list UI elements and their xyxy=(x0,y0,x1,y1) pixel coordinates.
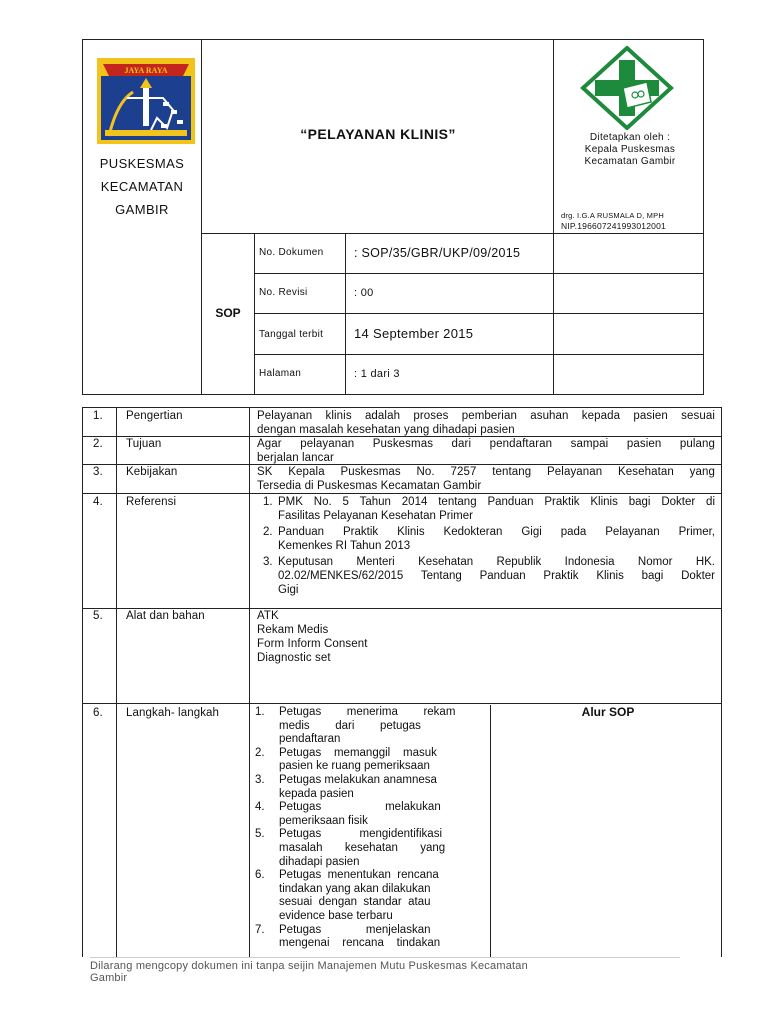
text-line: mengenai rencana tindakan xyxy=(279,937,441,950)
step-number: 1. xyxy=(255,706,265,718)
row-text-tujuan xyxy=(257,437,715,465)
step-item xyxy=(255,828,485,869)
row-label-langkah: Langkah- langkah xyxy=(126,707,220,719)
text-line: Petugas menerima rekam xyxy=(279,706,456,718)
signer-block xyxy=(561,210,707,232)
meta-key-issue-date: Tanggal terbit xyxy=(259,329,324,340)
text-line: Agar pelayanan Puskesmas dari pendaftaran sampai pasien pulang xyxy=(257,438,715,450)
approval-block xyxy=(555,132,705,168)
text-line: berjalan lancar xyxy=(257,452,334,464)
step-number: 2. xyxy=(255,746,265,759)
sop-header-table xyxy=(82,39,704,395)
step-item xyxy=(255,924,485,951)
text-line: Petugas menjelaskan xyxy=(279,923,431,936)
reference-number: 2. xyxy=(263,526,273,538)
sop-label: SOP xyxy=(215,306,241,320)
text-line: Petugas memanggil masuk xyxy=(279,746,437,759)
step-number: 3. xyxy=(255,773,265,786)
row-number: 1. xyxy=(93,410,103,422)
footer-line: Dilarang mengcopy dokumen ini tanpa seijin Manajemen Mutu Puskesmas Kecamatan xyxy=(90,960,528,972)
footer-line: Gambir xyxy=(90,972,128,984)
org-line: KECAMATAN xyxy=(100,179,184,194)
text-line: masalah kesehatan yang xyxy=(279,841,446,854)
signer-name: drg. I.G.A RUSMALA D, MPH xyxy=(561,211,664,220)
row-text-alat xyxy=(257,609,715,665)
reference-number: 1. xyxy=(263,496,273,508)
row-number: 2. xyxy=(93,438,103,450)
equipment-item: Rekam Medis xyxy=(257,624,329,636)
text-line: Petugas melakukan xyxy=(279,801,441,814)
reference-list xyxy=(263,495,715,597)
text-line: 02.02/MENKES/62/2015 Tentang Panduan Praktik Klinis bagi Dokter xyxy=(278,570,715,582)
footer-note xyxy=(90,960,680,984)
text-line: Gigi xyxy=(278,584,299,596)
text-line: Kemenkes RI Tahun 2013 xyxy=(278,540,411,552)
text-line: pemeriksaan fisik xyxy=(279,814,368,827)
reference-number: 3. xyxy=(263,556,273,568)
text-line: dihadapi pasien xyxy=(279,855,360,868)
step-item xyxy=(255,706,485,747)
step-item xyxy=(255,747,485,774)
step-number: 5. xyxy=(255,828,265,841)
row-label-pengertian: Pengertian xyxy=(126,410,183,422)
flowchart-title: Alur SOP xyxy=(581,705,635,719)
step-item xyxy=(255,869,485,923)
meta-value-issue-date: 14 September 2015 xyxy=(354,326,474,341)
text-line: evidence base terbaru xyxy=(279,909,393,922)
sop-body-table xyxy=(82,407,722,957)
footer-divider xyxy=(90,957,680,958)
text-line: medis dari petugas xyxy=(279,719,421,732)
puskesmas-cross-logo xyxy=(579,46,675,130)
reference-item xyxy=(263,495,715,523)
approval-line: Kecamatan Gambir xyxy=(584,156,676,167)
reference-item xyxy=(263,555,715,597)
signer-nip: NIP.196607241993012001 xyxy=(561,221,666,231)
text-line: pendaftaran xyxy=(279,733,341,746)
org-line: PUSKESMAS xyxy=(99,156,185,171)
text-line: Fasilitas Pelayanan Kesehatan Primer xyxy=(278,510,473,522)
equipment-item: ATK xyxy=(257,610,279,622)
step-item xyxy=(255,801,485,828)
meta-value-page: : 1 dari 3 xyxy=(354,368,400,380)
text-line: dengan masalah kesehatan yang dihadapi pasien xyxy=(257,424,515,436)
reference-item xyxy=(263,525,715,553)
org-line: GAMBIR xyxy=(115,202,169,217)
text-line: Petugas menentukan rencana xyxy=(279,869,439,882)
organization-name xyxy=(83,152,201,221)
row-text-kebijakan xyxy=(257,465,715,493)
meta-key-page: Halaman xyxy=(259,368,302,379)
row-text-pengertian xyxy=(257,409,715,437)
text-line: Pelayanan klinis adalah proses pemberian asuhan kepada pasien sesuai xyxy=(257,410,715,422)
text-line: Petugas melakukan anamnesa xyxy=(279,773,437,786)
meta-key-document-number: No. Dokumen xyxy=(259,247,324,258)
equipment-item: Diagnostic set xyxy=(257,652,331,664)
text-line: Petugas mengidentifikasi xyxy=(279,828,442,841)
row-label-alat: Alat dan bahan xyxy=(126,610,205,622)
text-line: Keputusan Menteri Kesehatan Republik Indonesia Nomor HK. xyxy=(278,556,715,568)
text-line: sesuai dengan standar atau xyxy=(279,896,431,909)
step-number: 4. xyxy=(255,801,265,814)
approval-line: Ditetapkan oleh : xyxy=(589,132,671,143)
row-number: 3. xyxy=(93,466,103,478)
text-line: tindakan yang akan dilakukan xyxy=(279,882,431,895)
row-label-referensi: Referensi xyxy=(126,496,177,508)
text-line: kepada pasien xyxy=(279,787,354,800)
row-number: 6. xyxy=(93,707,103,719)
text-line: SK Kepala Puskesmas No. 7257 tentang Pelayanan Kesehatan yang xyxy=(257,466,715,478)
step-item xyxy=(255,774,485,801)
meta-key-revision: No. Revisi xyxy=(259,287,308,298)
text-line: PMK No. 5 Tahun 2014 tentang Panduan Praktik Klinis bagi Dokter di xyxy=(278,496,715,508)
approval-line: Kepala Puskesmas xyxy=(584,144,676,155)
equipment-item: Form Inform Consent xyxy=(257,638,368,650)
text-line: Tersedia di Puskesmas Kecamatan Gambir xyxy=(257,480,482,492)
row-label-kebijakan: Kebijakan xyxy=(126,466,178,478)
text-line: Panduan Praktik Klinis Kedokteran Gigi pada Pelayanan Primer, xyxy=(278,526,715,538)
row-number: 4. xyxy=(93,496,103,508)
procedure-steps xyxy=(255,706,485,951)
row-label-tujuan: Tujuan xyxy=(126,438,162,450)
meta-value-document-number: : SOP/35/GBR/UKP/09/2015 xyxy=(354,246,521,260)
logo-banner-text: JAYA RAYA xyxy=(124,66,168,75)
jaya-raya-logo xyxy=(97,58,195,144)
step-number: 6. xyxy=(255,869,265,882)
text-line: pasien ke ruang pemeriksaan xyxy=(279,760,430,773)
document-title: “PELAYANAN KLINIS” xyxy=(300,126,456,142)
row-number: 5. xyxy=(93,610,103,622)
step-number: 7. xyxy=(255,923,265,936)
meta-value-revision: : 00 xyxy=(354,287,374,299)
